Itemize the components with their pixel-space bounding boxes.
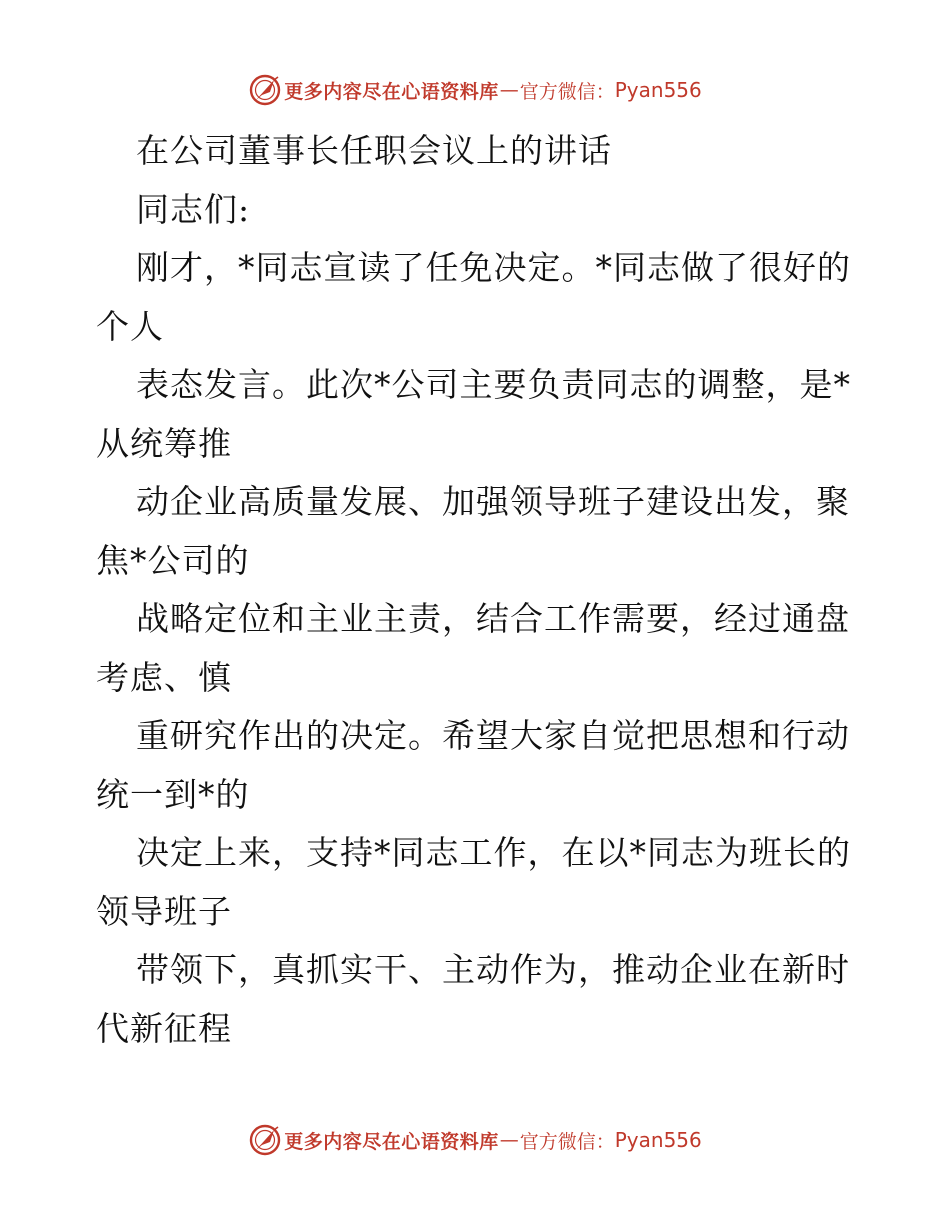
text-line: 动企业高质量发展、加强领导班子建设出发，聚	[136, 482, 850, 521]
text-line: 统一到*的	[96, 774, 250, 814]
text-line: 带领下，真抓实干、主动作为，推动企业在新时	[136, 950, 850, 989]
document-body	[96, 122, 856, 1058]
banner-main-text: 更多内容尽在心语资料库	[284, 80, 499, 103]
text-line: 代新征程	[96, 1008, 232, 1048]
banner-sub-text: 官方微信：	[519, 1130, 615, 1153]
banner-wechat-id: Pyan556	[614, 78, 702, 102]
text-line: 考虑、慎	[96, 657, 232, 697]
text-line: 个人	[96, 306, 164, 346]
text-line: 焦*公司的	[96, 540, 250, 580]
header-banner	[0, 70, 950, 110]
text-line: 表态发言。此次*公司主要负责同志的调整，是*	[136, 365, 851, 404]
banner-dash: —	[499, 1129, 519, 1151]
text-line: 战略定位和主业主责，结合工作需要，经过通盘	[136, 599, 850, 638]
banner-dash: —	[499, 79, 519, 101]
banner-wechat-id: Pyan556	[614, 1128, 702, 1152]
quill-logo-icon	[248, 73, 282, 107]
banner-sub-text: 官方微信：	[519, 80, 615, 103]
text-line: 决定上来，支持*同志工作，在以*同志为班长的	[136, 833, 851, 872]
banner-main-text: 更多内容尽在心语资料库	[284, 1130, 499, 1153]
text-line: 重研究作出的决定。希望大家自觉把思想和行动	[136, 716, 850, 755]
text-line: 从统筹推	[96, 423, 232, 463]
salutation: 同志们:	[136, 189, 251, 229]
footer-banner	[0, 1120, 950, 1160]
text-line: 领导班子	[96, 891, 232, 931]
quill-logo-icon	[248, 1123, 282, 1157]
document-title: 在公司董事长任职会议上的讲话	[136, 131, 612, 170]
text-line: 刚才，*同志宣读了任免决定。*同志做了很好的	[136, 248, 851, 287]
